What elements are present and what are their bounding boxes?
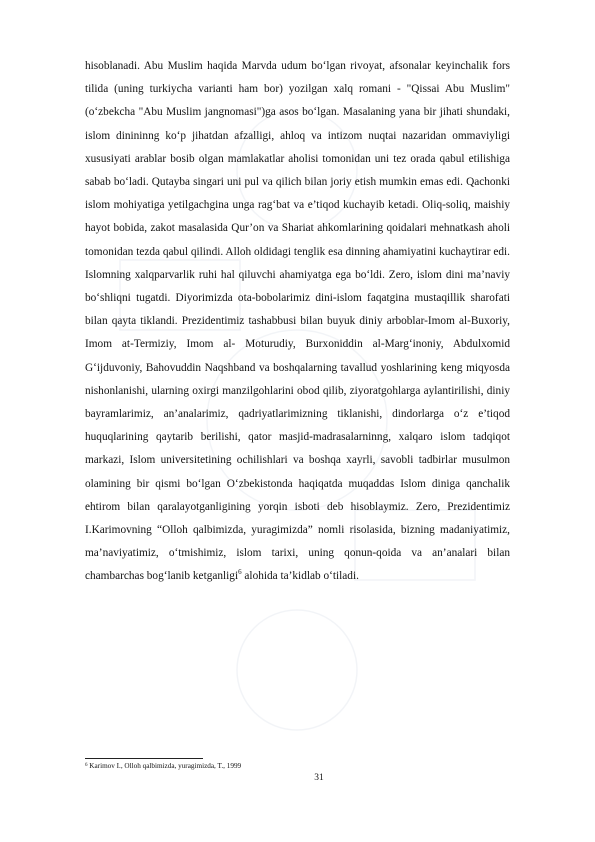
footnote-separator [85, 758, 203, 759]
footnote-reference[interactable]: 6 [238, 568, 242, 577]
main-paragraph [85, 55, 510, 589]
footnote-number: 6 [85, 763, 88, 768]
footnote [85, 761, 510, 771]
paragraph-text-part-1: hisoblanadi. Abu Muslim haqida Marvda udum bo‘lgan rivoyat, afsonalar keyinchalik fors tilida (uning turkiycha varianti ham bor) yozilgan xalq romani - "Qissai Abu Muslim" (o‘zbekcha "Abu Muslim jangnomasi")ga asos bo‘lgan. Masalaning yana bir jihati shundaki, islom dinininng ko‘p jihatdan afzalligi, ahloq va intizom nuqtai nazaridan ommaviyligi xususiyati arablar bosib olgan mamlakatlar aholisi tomonidan uni tez orada qabul etilishiga sabab bo‘ladi. Qutayba singari uni pul va qilich bilan joriy etish mumkin emas edi. Qachonki islom mohiyatiga yetilgachgina unga rag‘bat va e’tiqod kuchayib ketadi. Oliq-soliq, maishiy hayot bobida, zakot masalasida Qur’on va Shariat ahkomlarining qoidalari mehnatkash aholi tomonidan tezda qabul qilindi. Alloh oldidagi tenglik esa dinning ahamiyatini kuchaytirar edi. Islomning xalqparvarlik ruhi hal qiluvchi ahamiyatga ega bo‘ldi. Zero, islom dini ma’naviy bo‘shliqni tugatdi. Diyorimizda ota-bobolarimiz dini-islom faqatgina mustaqillik sharofati bilan qayta tiklandi. Prezidentimiz tashabbusi bilan buyuk diniy arboblar-Imom al-Buxoriy, Imom at-Termiziy, Imom al- Moturudiy, Burxoniddin al-Marg‘inoniy, Abdulxomid G‘ijduvoniy, Bahovuddin Naqshband va boshqalarning tavallud yoshlarining keng miqyosda nishonlanishi, ularning oxirgi manzilgohlarini obod qilib, ziyoratgohlarga aylantirilishi, diniy bayramlarimiz, an’analarimiz, qadriyatlarimizning tiklanishi, dindorlarga o‘z e’tiqod huquqlarining qaytarib berilishi, qator masjid-madrasalarninng, xalqaro islom tadqiqot markazi, Islom universitetining ochilishlari va boshqa xayrli, savobli tadbirlar musulmon olamining bir qismi bo‘lgan O‘zbekistonda haqiqatda muqaddas Islom diniga qanchalik ehtirom bilan qaralayotganligining yorqin isboti deb hisoblaymiz. Zero, Prezidentimiz I.Karimovning “Olloh qalbimizda, yuragimizda” nomli risolasida, bizning madaniyatimiz, ma’naviyatimiz, o‘tmishimiz, islom tarixi, uning qonun-qoida va an’analari bilan chambarchas bog‘lanib ketganligi [85, 60, 510, 583]
page-number: 31 [314, 773, 324, 783]
paragraph-text-part-2: alohida ta’kidlab o‘tiladi. [241, 570, 359, 583]
footnote-text: Karimov I., Olloh qalbimizda, yuragimizda, T., 1999 [89, 762, 242, 770]
